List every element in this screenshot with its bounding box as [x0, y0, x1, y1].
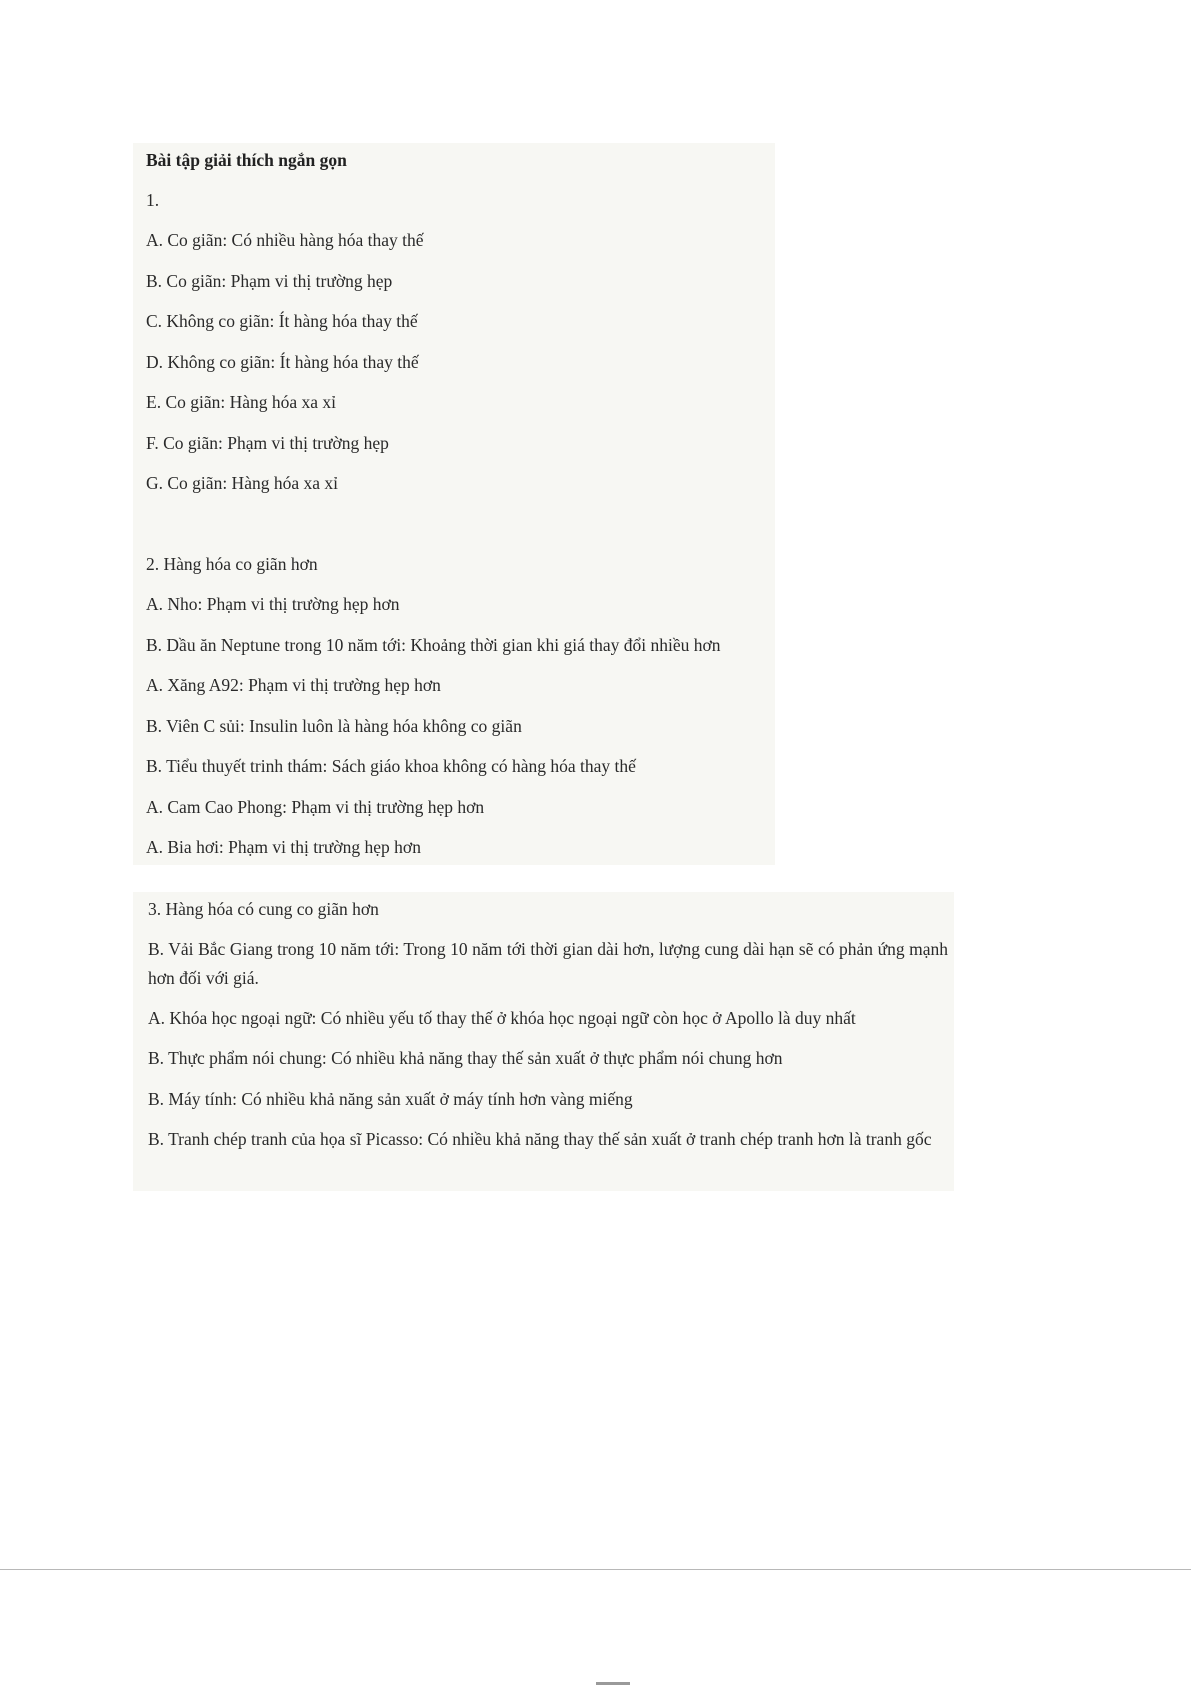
q1-answer-b: B. Co giãn: Phạm vi thị trường hẹp	[146, 271, 393, 291]
q2-answer-7: A. Bia hơi: Phạm vi thị trường hẹp hơn	[146, 837, 421, 857]
q3-answer-5: B. Tranh chép tranh của họa sĩ Picasso: Có nhiều khả năng thay thế sản xuất ở tranh chép tranh hơn là tranh gốc	[148, 1129, 932, 1149]
q2-answer-1: A. Nho: Phạm vi thị trường hẹp hơn	[146, 594, 400, 614]
q1-answer-c: C. Không co giãn: Ít hàng hóa thay thế	[146, 311, 418, 331]
q1-answer-f: F. Co giãn: Phạm vi thị trường hẹp	[146, 433, 389, 453]
question-2-label: 2. Hàng hóa co giãn hơn	[146, 554, 318, 574]
q3-answer-4: B. Máy tính: Có nhiều khả năng sản xuất ở máy tính hơn vàng miếng	[148, 1089, 633, 1109]
q1-answer-a: A. Co giãn: Có nhiều hàng hóa thay thế	[146, 230, 424, 250]
q1-answer-g: G. Co giãn: Hàng hóa xa xỉ	[146, 473, 338, 493]
q2-answer-5: B. Tiểu thuyết trinh thám: Sách giáo khoa không có hàng hóa thay thế	[146, 756, 636, 776]
q2-answer-3: A. Xăng A92: Phạm vi thị trường hẹp hơn	[146, 675, 441, 695]
footer-divider	[0, 1569, 1191, 1570]
question-3-label: 3. Hàng hóa có cung co giãn hơn	[148, 899, 379, 919]
q3-answer-1: B. Vải Bắc Giang trong 10 năm tới: Trong 10 năm tới thời gian dài hơn, lượng cung dài hạn sẽ có phản ứng mạnh hơn đối với giá.	[148, 939, 948, 988]
q2-answer-4: B. Viên C sủi: Insulin luôn là hàng hóa không co giãn	[146, 716, 522, 736]
question-1-label: 1.	[146, 190, 160, 210]
q3-answer-3: B. Thực phẩm nói chung: Có nhiều khả năng thay thế sản xuất ở thực phẩm nói chung hơn	[148, 1048, 783, 1068]
q3-answer-2: A. Khóa học ngoại ngữ: Có nhiều yếu tố thay thế ở khóa học ngoại ngữ còn học ở Apollo là duy nhất	[148, 1008, 856, 1028]
answer-block-2	[133, 892, 954, 1191]
q1-answer-e: E. Co giãn: Hàng hóa xa xỉ	[146, 392, 337, 412]
answer-block-1	[133, 143, 775, 865]
q2-answer-6: A. Cam Cao Phong: Phạm vi thị trường hẹp hơn	[146, 797, 485, 817]
q2-answer-2: B. Dầu ăn Neptune trong 10 năm tới: Khoảng thời gian khi giá thay đổi nhiều hơn	[146, 635, 721, 655]
q1-answer-d: D. Không co giãn: Ít hàng hóa thay thế	[146, 352, 419, 372]
exercise-title: Bài tập giải thích ngắn gọn	[146, 150, 347, 170]
